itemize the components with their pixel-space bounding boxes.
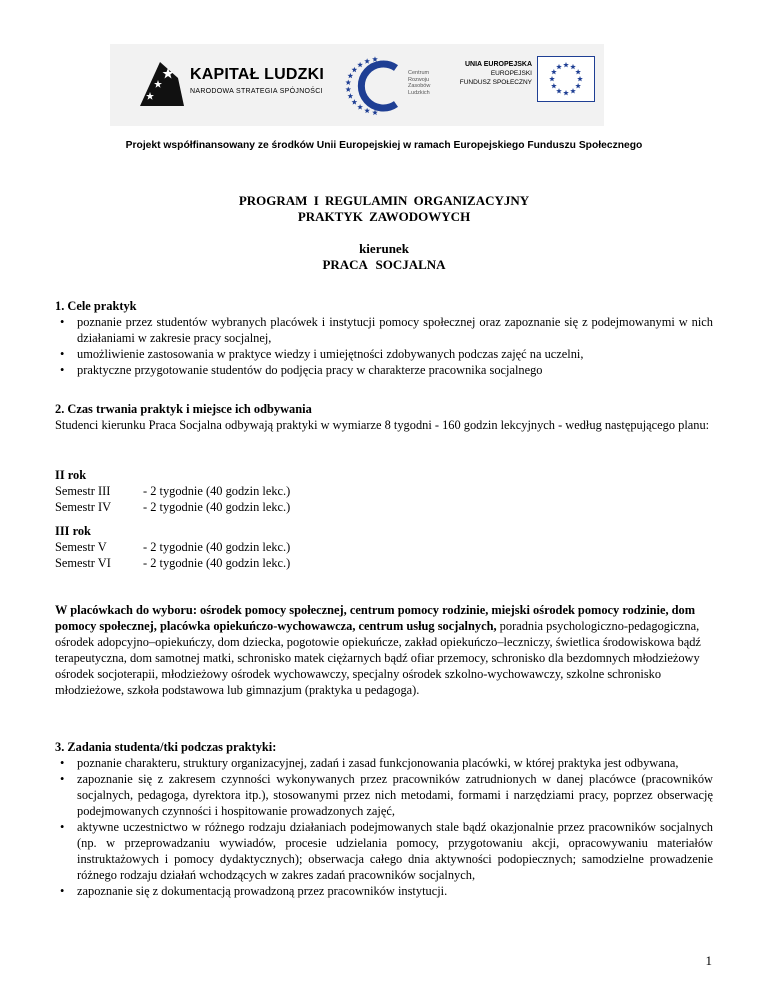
crzl-star (357, 104, 363, 109)
eu-line: EUROPEJSKI (490, 70, 532, 77)
kapital-ludzki-logo-icon (138, 60, 186, 108)
crzl-star (372, 56, 378, 61)
eu-flag-icon (537, 56, 595, 102)
section-goals (55, 298, 713, 378)
crzl-line: Ludzkich (408, 89, 430, 96)
year-label: III rok (55, 524, 91, 538)
eu-line: UNIA EUROPEJSKA (464, 61, 532, 68)
crzl-star (364, 58, 370, 63)
crzl-star (348, 73, 354, 78)
list-item: • zapoznanie się z dokumentacją prowadzoną przez pracowników instytucji. (55, 883, 713, 899)
schedule-row (55, 499, 290, 515)
semester-value: - 2 tygodnie (40 godzin lekc.) (143, 556, 291, 570)
section-heading: 3. Zadania studenta/tki podczas praktyki: (55, 740, 277, 754)
section-heading: 2. Czas trwania praktyk i miejsce ich odbywania (55, 402, 312, 416)
crzl-star (357, 62, 363, 67)
kapital-ludzki-subtitle: NARODOWA STRATEGIA SPÓJNOŚCI (190, 88, 323, 95)
schedule-year-3 (55, 523, 290, 571)
crzl-star (352, 99, 358, 104)
list-item: • poznanie przez studentów wybranych placówek i instytucji pomocy społecznej oraz zapoznanie się z podejmowanymi w nich działaniami w zakresie pracy socjalnej, (55, 314, 713, 346)
schedule-year-2 (55, 467, 290, 515)
section-heading: 1. Cele praktyk (55, 299, 137, 313)
bullet-list (55, 314, 713, 378)
semester-label: Semestr V (55, 540, 107, 554)
kierunek-block (0, 241, 768, 273)
crzl-logo-icon (338, 54, 418, 118)
kapital-ludzki-title: KAPITAŁ LUDZKI (190, 66, 325, 83)
schedule-row (55, 555, 290, 571)
bullet-list (55, 755, 713, 899)
schedule-row (55, 539, 290, 555)
crzl-star (345, 86, 351, 91)
section-tasks (55, 739, 713, 899)
semester-label: Semestr III (55, 484, 111, 498)
crzl-star (345, 80, 351, 85)
eu-line: FUNDUSZ SPOŁECZNY (459, 79, 532, 86)
crzl-logo-text (408, 70, 430, 96)
semester-value: - 2 tygodnie (40 godzin lekc.) (143, 500, 291, 514)
list-item: • umożliwienie zastosowania w praktyce wiedzy i umiejętności zdobywanych podczas zajęć na uczelni, (55, 346, 713, 362)
crzl-line: Centrum (408, 70, 430, 76)
page-number: 1 (705, 953, 712, 968)
paragraph: Studenci kierunku Praca Socjalna odbywają praktyki w wymiarze 8 tygodni - 160 godzin lekcyjnych - według następującego planu: (55, 418, 710, 432)
list-item: • praktyczne przygotowanie studentów do podjęcia pracy w charakterze pracownika socjalnego (55, 362, 713, 378)
list-item: • zapoznanie się z zakresem czynności wykonywanych przez pracowników zatrudnionych w danej placówce (pracowników socjalnych, pedagoga, dyrektora itp.), stosowanymi przez nich metodami, formami i narzędziami pracy, poprzez obserwację podejmowanych czynności i hospitowanie prowadzonych zajęć, (55, 771, 713, 819)
semester-value: - 2 tygodnie (40 godzin lekc.) (143, 540, 291, 554)
title-line: PROGRAM I REGULAMIN ORGANIZACYJNY (238, 193, 530, 208)
eu-logo-text (450, 60, 532, 87)
crzl-star (348, 93, 354, 98)
year-label: II rok (55, 468, 87, 482)
cofinancing-caption: Projekt współfinansowany ze środków Unii Europejskiej w ramach Europejskiego Funduszu Społecznego (125, 140, 643, 151)
crzl-line: Rozwoju (408, 76, 430, 83)
list-item: • aktywne uczestnictwo w różnego rodzaju działaniach podejmowanych stale bądź okazjonalnie przez pracowników socjalnych (np. w przeprowadzaniu wywiadów, procesie udzielania pomocy, przygotowaniu akcji, opracowywaniu materiałów instruktażowych i pomocy dydaktycznych); obserwacja całego dnia aktywności podopiecznych; samodzielne prowadzenie różnego rodzaju działań wchodzących w zakres zadań pracowników socjalnych, (55, 819, 713, 883)
logo-banner (110, 44, 604, 126)
crzl-star (352, 67, 358, 72)
schedule-row (55, 483, 290, 499)
crzl-line: Zasobów (408, 83, 431, 90)
kierunek-label: kierunek (359, 241, 409, 256)
placements-bold-text: W placówkach do wyboru: ośrodek pomocy społecznej, centrum pomocy rodzinie, miejski ośrodek pomocy rodzinie, dom pomocy społecznej, placówka opiekuńczo-wychowawcza, centrum usług socjalnych, (55, 603, 696, 633)
semester-value: - 2 tygodnie (40 godzin lekc.) (143, 484, 291, 498)
title-line: PRAKTYK ZAWODOWYCH (297, 209, 471, 224)
semester-label: Semestr VI (55, 556, 111, 570)
placements-paragraph (55, 602, 713, 698)
document-title (0, 193, 768, 225)
placements-text: poradnia psychologiczno-pedagogiczna, ośrodek adopcyjno–opiekuńczy, dom dziecka, pogotowie opiekuńcze, zakład opiekuńczo–leczniczy, świetlica środowiskowa bądź terapeutyczna, dom samotnej matki, schronisko matek ciężarnych bądź ofiar przemocy, schronisko dla bezdomnych młodzieżowy ośrodek socjoterapii, młodzieżowy ośrodek wychowawczy, specjalny ośrodek szkolno-wychowawczy, szkolne schronisko młodzieżowe, szkoła podstawowa lub gimnazjum (praktyka u pedagoga). (55, 619, 701, 697)
semester-label: Semestr IV (55, 500, 112, 514)
crzl-star (364, 108, 370, 113)
list-item: • poznanie charakteru, struktury organizacyjnej, zadań i zasad funkcjonowania placówki, w której praktyka jest odbywana, (55, 755, 713, 771)
kierunek-value: PRACA SOCJALNA (322, 257, 446, 272)
section-duration (55, 401, 713, 433)
